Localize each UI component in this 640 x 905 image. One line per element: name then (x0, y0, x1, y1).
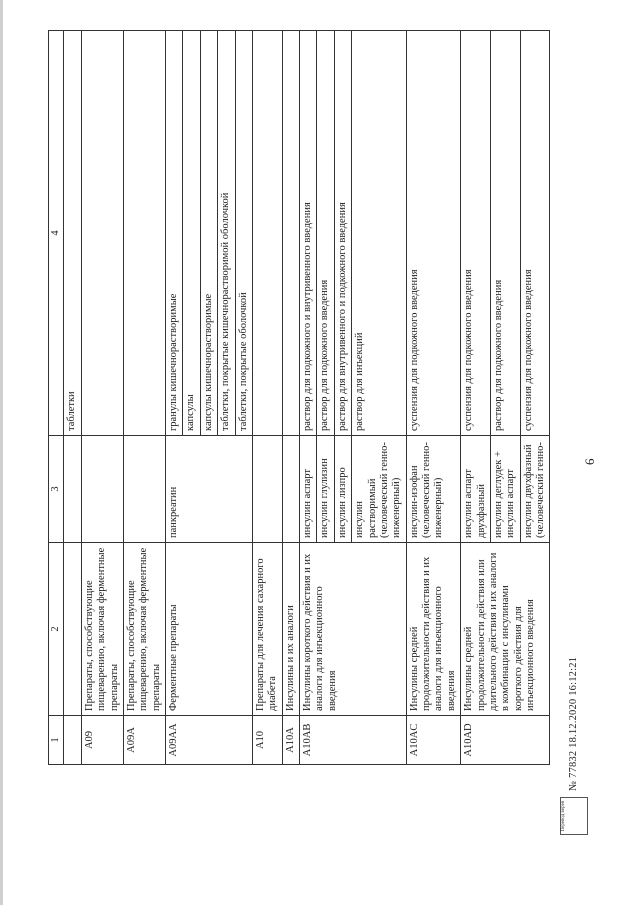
atc-group-name: Инсулины средней продолжительности действия и их аналоги для инъекционного введения (406, 543, 461, 716)
inn-name (81, 436, 123, 543)
atc-group-name: Инсулины короткого действия и их аналоги для инъекционного введения (300, 543, 407, 716)
stamp-logo (560, 797, 588, 835)
atc-group-name: Ферментные препараты (166, 543, 253, 716)
column-header-4: 4 (49, 31, 64, 436)
atc-group-name: Препараты для лечения сахарного диабета (252, 543, 282, 716)
dosage-form: суспензия для подкожного введения (406, 31, 461, 436)
drug-table (48, 30, 550, 765)
dosage-form: гранулы кишечнорастворимые (166, 31, 183, 436)
dosage-form: раствор для подкожного введения (490, 31, 520, 436)
dosage-form: капсулы кишечнорастворимые (200, 31, 217, 436)
atc-code: A10AD (461, 716, 550, 765)
dosage-form (282, 31, 299, 436)
column-header-1: 1 (49, 716, 64, 765)
dosage-form: таблетки, покрытые оболочкой (235, 31, 252, 436)
dosage-form (81, 31, 123, 436)
inn-name: инсулин растворимый (человеческий генно-инженерный) (352, 436, 407, 543)
table-row (461, 31, 491, 765)
inn-name: инсулин аспарт (300, 436, 317, 543)
inn-name: инсулин двухфазный (человеческий генно- (520, 436, 550, 543)
inn-name: инсулин аспарт двухфазный (461, 436, 491, 543)
scan-edge (0, 0, 3, 905)
atc-code: A09A (123, 716, 165, 765)
dosage-form (252, 31, 282, 436)
atc-code: A09AA (166, 716, 253, 765)
inn-name: инсулин глулизин (317, 436, 334, 543)
dosage-form: раствор для подкожного и внутривенного введения (300, 31, 317, 436)
page-number: 6 (582, 458, 597, 465)
dosage-form: раствор для подкожного введения (317, 31, 334, 436)
stamp-area (556, 475, 596, 835)
column-header-3: 3 (49, 436, 64, 543)
inn-name: инсулин деглудек + инсулин аспарт (490, 436, 520, 543)
table-row (123, 31, 165, 765)
dosage-form: суспензия для подкожного введения (461, 31, 491, 436)
atc-code: A10 (252, 716, 282, 765)
dosage-form (123, 31, 165, 436)
atc-code: A10A (282, 716, 299, 765)
dosage-form: таблетки, покрытые кишечнорастворимой оболочкой (218, 31, 235, 436)
atc-group-name: Инсулины и их аналоги (282, 543, 299, 716)
inn-name (282, 436, 299, 543)
atc-group-name: Инсулины средней продолжительности действия или длительного действия и их аналоги в комбинации с инсулинами короткого действия для инъекционного введения (461, 543, 550, 716)
inn-name (64, 436, 81, 543)
atc-code: A09 (81, 716, 123, 765)
dosage-form: раствор для инъекций (352, 31, 407, 436)
atc-code: A10AB (300, 716, 407, 765)
table-row (64, 31, 81, 765)
stamp-footer: № 77832 18.12.2020 16:12:21 (568, 656, 579, 791)
atc-group-name: Препараты, способствующие пищеварению, включая ферментные препараты (123, 543, 165, 716)
table-row (300, 31, 317, 765)
atc-group-name: Препараты, способствующие пищеварению, включая ферментные препараты (81, 543, 123, 716)
table-header-row (49, 31, 64, 765)
inn-name (123, 436, 165, 543)
atc-group-name (64, 543, 81, 716)
atc-code (64, 716, 81, 765)
dosage-form: таблетки (64, 31, 81, 436)
inn-name: инсулин-изофан (человеческий генно-инженерный) (406, 436, 461, 543)
table-row (406, 31, 461, 765)
atc-code: A10AC (406, 716, 461, 765)
dosage-form: раствор для внутривенного и подкожного введения (334, 31, 351, 436)
inn-name: инсулин лизпро (334, 436, 351, 543)
table-row (166, 31, 183, 765)
dosage-form: капсулы (183, 31, 200, 436)
table-row (81, 31, 123, 765)
table-row (282, 31, 299, 765)
stamp-box-text: Перевод верен (561, 800, 566, 832)
inn-name (252, 436, 282, 543)
column-header-2: 2 (49, 543, 64, 716)
inn-name: панкреатин (166, 436, 253, 543)
table-row (252, 31, 282, 765)
dosage-form: суспензия для подкожного введения (520, 31, 550, 436)
